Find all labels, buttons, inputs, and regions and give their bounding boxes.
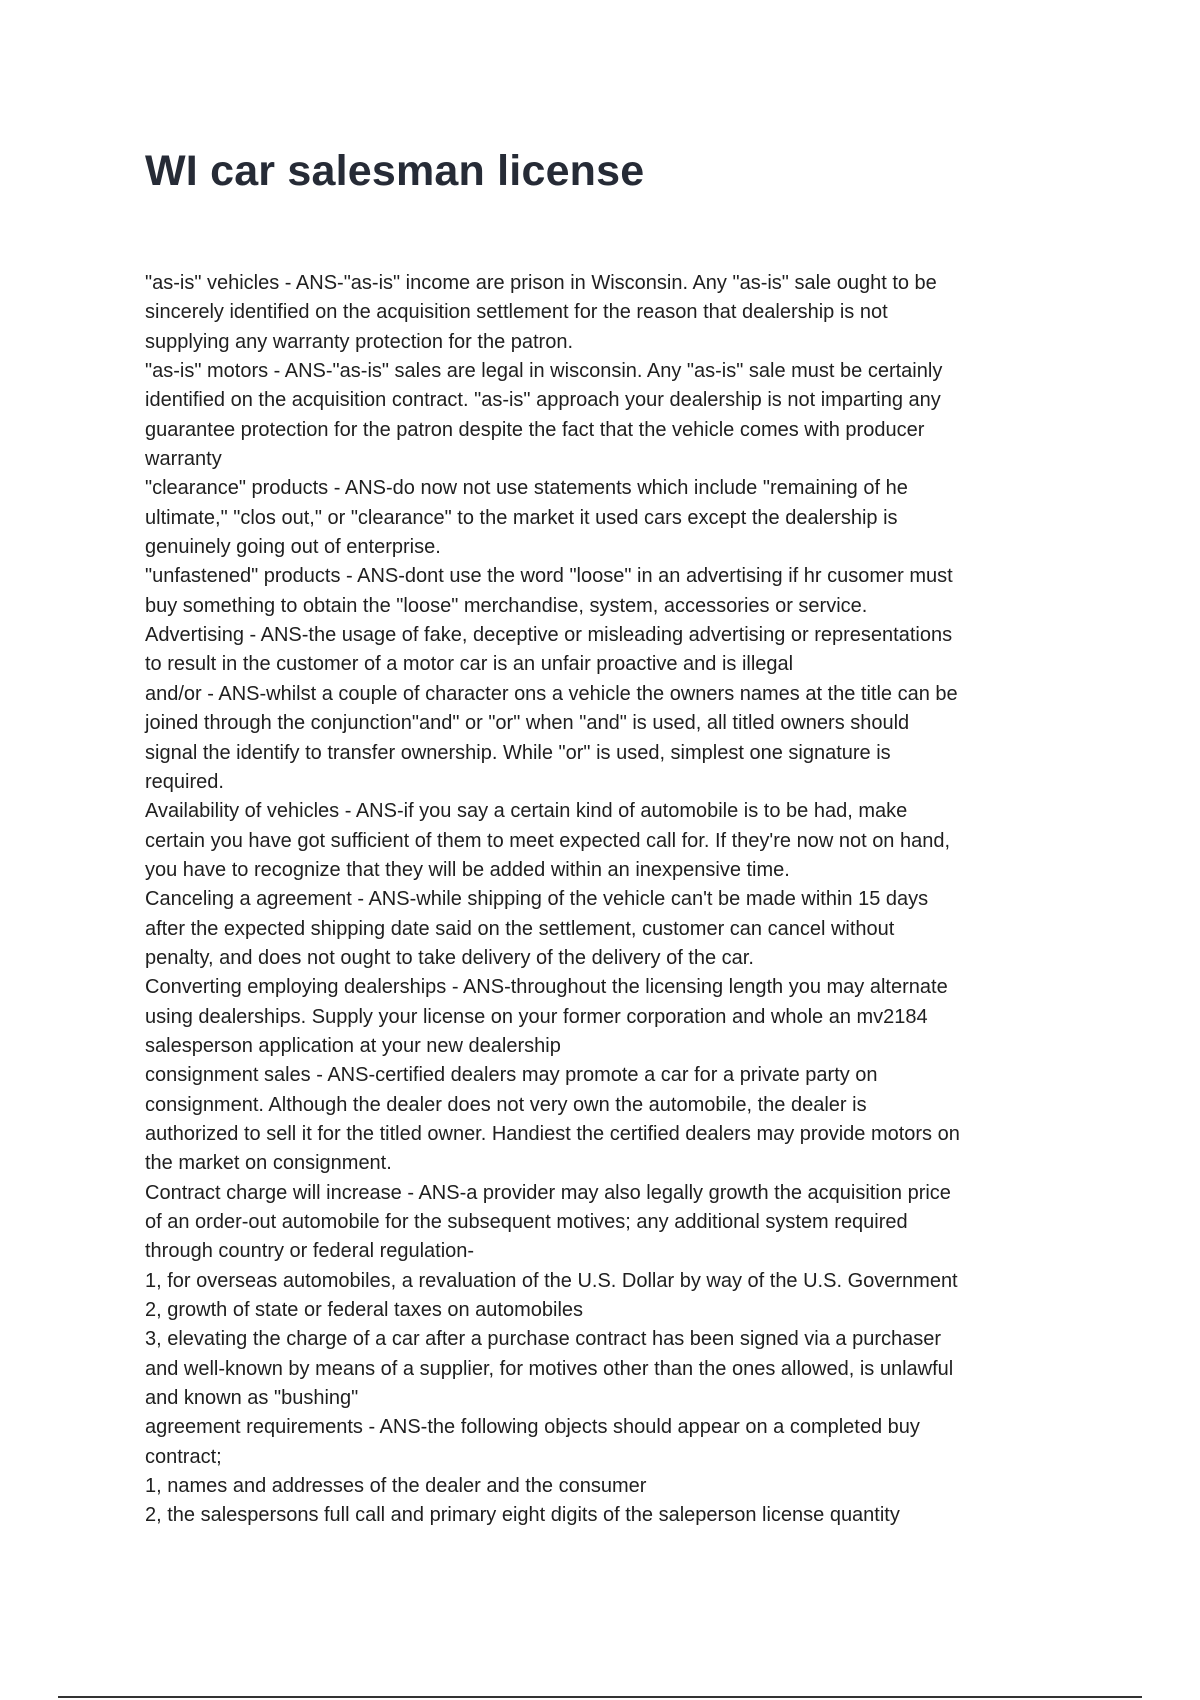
body-text-line: "unfastened" products - ANS-dont use the word "loose" in an advertising if hr cusomer must bbox=[145, 565, 953, 588]
body-text-line: salesperson application at your new dealership bbox=[145, 1034, 561, 1057]
body-text-line: "as-is" vehicles - ANS-"as-is" income are prison in Wisconsin. Any "as-is" sale ought to be bbox=[145, 272, 937, 294]
body-text-line: certain you have got sufficient of them to meet expected call for. If they're now not on hand, bbox=[145, 829, 951, 852]
body-text-line: ultimate," "clos out," or "clearance" to the market it used cars except the dealership is bbox=[145, 506, 898, 529]
body-text-line: agreement requirements - ANS-the following objects should appear on a completed buy bbox=[145, 1416, 920, 1439]
body-text-line: consignment sales - ANS-certified dealers may promote a car for a private party on bbox=[145, 1064, 878, 1087]
body-text-line: genuinely going out of enterprise. bbox=[145, 536, 441, 559]
body-text-line: 2, growth of state or federal taxes on automobiles bbox=[145, 1299, 584, 1322]
body-text-line: required. bbox=[145, 770, 224, 793]
body-text-line: warranty bbox=[145, 448, 222, 471]
body-text-line: after the expected shipping date said on the settlement, customer can cancel without bbox=[145, 917, 895, 940]
body-text-line: through country or federal regulation- bbox=[145, 1240, 475, 1263]
body-text-line: authorized to sell it for the titled owner. Handiest the certified dealers may provide motors on bbox=[145, 1122, 960, 1145]
body-text-line: "as-is" motors - ANS-"as-is" sales are legal in wisconsin. Any "as-is" sale must be certainly bbox=[145, 360, 943, 383]
body-text-line: and/or - ANS-whilst a couple of character ons a vehicle the owners names at the title can be bbox=[145, 682, 958, 705]
body-text-line: Contract charge will increase - ANS-a provider may also legally growth the acquisition price bbox=[145, 1181, 951, 1204]
body-text-line: consignment. Although the dealer does not very own the automobile, the dealer is bbox=[145, 1093, 867, 1116]
body-text-line: supplying any warranty protection for the patron. bbox=[145, 330, 574, 353]
body-text-line: Converting employing dealerships - ANS-throughout the licensing length you may alternate bbox=[145, 976, 948, 999]
body-text-line: the market on consignment. bbox=[145, 1152, 392, 1175]
body-text-line: "clearance" products - ANS-do now not use statements which include "remaining of he bbox=[145, 477, 908, 500]
body-text-line: 1, for overseas automobiles, a revaluation of the U.S. Dollar by way of the U.S. Government bbox=[145, 1269, 958, 1292]
body-text-line: Canceling a agreement - ANS-while shipping of the vehicle can't be made within 15 days bbox=[145, 888, 929, 911]
body-text-line: and known as "bushing" bbox=[145, 1387, 359, 1410]
body-text-line: of an order-out automobile for the subsequent motives; any additional system required bbox=[145, 1211, 908, 1233]
body-text-line: Advertising - ANS-the usage of fake, deceptive or misleading advertising or representations bbox=[145, 624, 953, 647]
body-text-line: joined through the conjunction"and" or "or" when "and" is used, all titled owners should bbox=[145, 712, 910, 735]
body-text-line: you have to recognize that they will be added within an inexpensive time. bbox=[145, 858, 790, 881]
body-text-line: penalty, and does not ought to take delivery of the delivery of the car. bbox=[145, 946, 754, 969]
page-title: WI car salesman license bbox=[145, 147, 645, 195]
body-text-line: guarantee protection for the patron despite the fact that the vehicle comes with producer bbox=[145, 418, 925, 441]
body-text-line: Availability of vehicles - ANS-if you say a certain kind of automobile is to be had, make bbox=[145, 800, 908, 823]
document-body bbox=[145, 269, 1065, 1531]
body-text-line: contract; bbox=[145, 1445, 222, 1468]
body-text-line: buy something to obtain the "loose" merchandise, system, accessories or service. bbox=[145, 594, 868, 617]
body-text-line: 1, names and addresses of the dealer and the consumer bbox=[145, 1475, 647, 1498]
bottom-divider bbox=[58, 1696, 1142, 1698]
body-text-line: sincerely identified on the acquisition settlement for the reason that dealership is not bbox=[145, 301, 888, 324]
body-text-line: signal the identify to transfer ownership. While "or" is used, simplest one signature is bbox=[145, 741, 891, 764]
body-text-line: 2, the salespersons full call and primary eight digits of the saleperson license quantity bbox=[145, 1504, 900, 1527]
body-text-line: using dealerships. Supply your license on your former corporation and whole an mv2184 bbox=[145, 1005, 928, 1028]
body-text-line: 3, elevating the charge of a car after a purchase contract has been signed via a purchaser bbox=[145, 1328, 942, 1351]
body-text-line: and well-known by means of a supplier, for motives other than the ones allowed, is unlawful bbox=[145, 1357, 954, 1380]
body-text-line: identified on the acquisition contract. "as-is" approach your dealership is not imparting any bbox=[145, 389, 941, 412]
body-text-line: to result in the customer of a motor car is an unfair proactive and is illegal bbox=[145, 653, 794, 676]
